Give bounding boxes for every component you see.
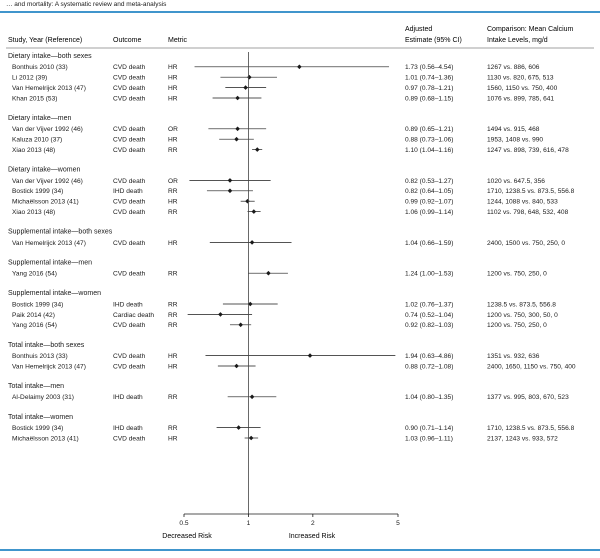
table-row (12, 435, 558, 442)
study-label: Michaëlsson 2013 (41) (12, 198, 79, 206)
metric-label: HR (168, 95, 178, 103)
estimate-label: 0.89 (0.65–1.21) (405, 126, 454, 134)
metric-label: RR (168, 209, 178, 216)
estimate-label: 0.99 (0.92–1.07) (405, 198, 454, 206)
comparison-label: 1200 vs. 750, 250, 0 (487, 270, 547, 278)
estimate-label: 0.89 (0.68–1.15) (405, 95, 454, 103)
study-label: Al-Delaimy 2003 (31) (12, 394, 74, 402)
estimate-label: 1.02 (0.76–1.37) (405, 301, 454, 309)
header-estimate-line1: Adjusted (405, 26, 433, 33)
point-estimate-marker (235, 96, 240, 101)
outcome-label: IHD death (113, 394, 143, 402)
comparison-label: 2400, 1500 vs. 750, 250, 0 (487, 239, 566, 247)
tick-label: 5 (396, 520, 400, 527)
outcome-label: CVD death (113, 177, 146, 185)
study-label: Yang 2016 (54) (12, 270, 57, 278)
table-row (12, 85, 558, 92)
table-row (12, 425, 575, 432)
comparison-label: 1267 vs. 886, 606 (487, 64, 540, 72)
point-estimate-marker (247, 75, 252, 80)
outcome-label: CVD death (113, 322, 146, 330)
group-title: Supplemental intake—both sexes (8, 228, 113, 236)
outcome-label: CVD death (113, 147, 146, 154)
point-estimate-marker (243, 85, 248, 90)
estimate-label: 0.74 (0.52–1.04) (405, 311, 454, 319)
point-estimate-marker (308, 353, 313, 358)
study-label: Bostick 1999 (34) (12, 301, 64, 309)
point-estimate-marker (228, 178, 233, 183)
outcome-label: CVD death (113, 353, 146, 360)
study-label: Bostick 1999 (34) (12, 425, 64, 432)
comparison-label: 1200 vs. 750, 250, 0 (487, 322, 547, 330)
comparison-label: 1351 vs. 932, 636 (487, 353, 540, 360)
outcome-label: CVD death (113, 136, 146, 144)
comparison-label: 2137, 1243 vs. 933, 572 (487, 435, 558, 443)
x-axis (179, 514, 400, 527)
table-row (12, 147, 569, 154)
study-group (8, 53, 558, 102)
metric-label: RR (168, 301, 178, 309)
study-label: Yang 2016 (54) (12, 322, 57, 330)
group-title: Supplemental intake—men (8, 259, 93, 267)
study-label: Van der Vijver 1992 (46) (12, 126, 83, 134)
comparison-label: 1247 vs. 898, 739, 616, 478 (487, 147, 569, 154)
point-estimate-marker (266, 271, 271, 276)
table-row (12, 137, 543, 144)
study-group (8, 290, 558, 329)
table-row (12, 75, 554, 82)
point-estimate-marker (297, 65, 302, 70)
study-label: Khan 2015 (53) (12, 95, 58, 103)
study-label: Van Hemelrijck 2013 (47) (12, 85, 86, 92)
table-row (12, 188, 575, 195)
study-group (8, 342, 576, 371)
study-group (8, 383, 569, 401)
point-estimate-marker (236, 425, 241, 430)
table-row (12, 178, 545, 185)
group-title: Supplemental intake—women (8, 290, 101, 298)
table-row (12, 363, 576, 370)
comparison-label: 1494 vs. 915, 468 (487, 126, 540, 134)
study-label: Xiao 2013 (48) (12, 209, 56, 216)
point-estimate-marker (245, 199, 250, 204)
outcome-label: CVD death (113, 64, 146, 72)
header-outcome: Outcome (113, 37, 142, 44)
tick-label: 1 (246, 520, 251, 527)
outcome-label: Cardiac death (113, 311, 155, 319)
table-row (12, 322, 547, 329)
study-label: Bostick 1999 (34) (12, 188, 64, 196)
estimate-label: 0.88 (0.73–1.06) (405, 136, 454, 144)
header-comparison-line1: Comparison: Mean Calcium (487, 26, 574, 33)
outcome-label: CVD death (113, 270, 146, 278)
metric-label: HR (168, 435, 178, 443)
point-estimate-marker (234, 364, 239, 369)
point-estimate-marker (228, 189, 233, 194)
point-estimate-marker (250, 395, 255, 400)
metric-label: OR (168, 126, 178, 134)
outcome-label: CVD death (113, 126, 146, 134)
outcome-label: IHD death (113, 301, 143, 309)
group-title: Total intake—women (8, 413, 73, 421)
comparison-label: 1953, 1408 vs. 990 (487, 136, 544, 144)
study-label: Kaluza 2010 (37) (12, 136, 63, 144)
metric-label: HR (168, 363, 178, 371)
study-label: Li 2012 (39) (12, 74, 48, 82)
estimate-label: 0.90 (0.71–1.14) (405, 425, 454, 432)
estimate-label: 1.04 (0.80–1.35) (405, 394, 454, 402)
header-metric: Metric (168, 37, 188, 44)
group-title: Dietary intake—both sexes (8, 53, 92, 60)
comparison-label: 1130 vs. 820, 675, 513 (487, 74, 554, 82)
table-row (12, 209, 569, 216)
outcome-label: CVD death (113, 435, 146, 443)
study-label: Paik 2014 (42) (12, 311, 55, 319)
point-estimate-marker (218, 312, 223, 317)
table-row (12, 64, 540, 71)
metric-label: HR (168, 353, 178, 360)
table-row (12, 312, 558, 319)
estimate-label: 1.01 (0.74–1.36) (405, 74, 454, 82)
metric-label: RR (168, 147, 178, 154)
outcome-label: CVD death (113, 85, 146, 92)
estimate-label: 0.88 (0.72–1.08) (405, 363, 454, 371)
group-title: Total intake—both sexes (8, 341, 85, 349)
comparison-label: 1200 vs. 750, 300, 50, 0 (487, 311, 558, 319)
study-group (8, 167, 575, 216)
point-estimate-marker (255, 147, 260, 152)
increased-risk-label: Increased Risk (288, 533, 336, 540)
estimate-label: 1.73 (0.56–4.54) (405, 64, 454, 72)
comparison-label: 1710, 1238.5 vs. 873.5, 556.8 (487, 425, 575, 432)
metric-label: HR (168, 136, 178, 144)
study-group (8, 115, 569, 154)
point-estimate-marker (252, 209, 257, 214)
estimate-label: 1.03 (0.96–1.11) (405, 435, 453, 443)
study-group (8, 259, 547, 277)
figure-caption: … and mortality: A systematic review and meta-analysis (6, 1, 167, 8)
comparison-label: 1377 vs. 995, 803, 670, 523 (487, 394, 569, 402)
comparison-label: 1238.5 vs. 873.5, 556.8 (487, 301, 556, 309)
metric-label: HR (168, 64, 178, 72)
outcome-label: CVD death (113, 363, 146, 371)
study-label: Van Hemelrijck 2013 (47) (12, 363, 86, 371)
comparison-label: 1076 vs. 899, 785, 641 (487, 95, 555, 103)
study-label: Van der Vijver 1992 (46) (12, 177, 83, 185)
estimate-label: 1.24 (1.00–1.53) (405, 270, 454, 278)
metric-label: RR (168, 188, 178, 196)
header-estimate-line2: Estimate (95% CI) (405, 37, 462, 44)
point-estimate-marker (234, 137, 239, 142)
outcome-label: CVD death (113, 198, 146, 206)
header-study: Study, Year (Reference) (8, 37, 83, 44)
study-group (8, 414, 575, 443)
estimate-label: 1.04 (0.66–1.59) (405, 239, 454, 247)
tick-label: 2 (311, 520, 315, 527)
outcome-label: CVD death (113, 209, 146, 216)
study-label: Bonthuis 2013 (33) (12, 353, 68, 360)
comparison-label: 1102 vs. 798, 648, 532, 408 (487, 209, 569, 216)
tick-label: 0.5 (179, 520, 189, 527)
comparison-label: 1244, 1088 vs. 840, 533 (487, 198, 558, 206)
comparison-label: 1560, 1150 vs. 750, 400 (487, 85, 558, 92)
point-estimate-marker (249, 436, 254, 441)
table-row (12, 199, 558, 206)
outcome-label: CVD death (113, 95, 146, 103)
metric-label: RR (168, 311, 178, 319)
estimate-label: 1.94 (0.63–4.86) (405, 353, 454, 360)
group-title: Dietary intake—men (8, 115, 72, 122)
estimate-label: 0.92 (0.82–1.03) (405, 322, 454, 330)
group-title: Dietary intake—women (8, 166, 81, 174)
comparison-label: 2400, 1650, 1150 vs. 750, 400 (487, 363, 576, 371)
estimate-label: 1.06 (0.99–1.14) (405, 209, 454, 216)
study-label: Bonthuis 2010 (33) (12, 64, 68, 72)
column-headers (8, 26, 574, 44)
comparison-label: 1710, 1238.5 vs. 873.5, 556.8 (487, 188, 575, 196)
metric-label: RR (168, 270, 178, 278)
decreased-risk-label: Decreased Risk (162, 533, 212, 540)
outcome-label: CVD death (113, 239, 146, 247)
outcome-label: IHD death (113, 188, 143, 196)
point-estimate-marker (235, 127, 240, 132)
table-row (12, 240, 565, 247)
estimate-label: 0.82 (0.53–1.27) (405, 177, 454, 185)
metric-label: RR (168, 394, 178, 402)
table-row (12, 353, 540, 360)
outcome-label: CVD death (113, 74, 146, 82)
estimate-label: 1.10 (1.04–1.16) (405, 147, 454, 154)
study-label: Michaëlsson 2013 (41) (12, 435, 79, 443)
metric-label: RR (168, 425, 178, 432)
estimate-label: 0.97 (0.78–1.21) (405, 85, 454, 92)
study-label: Van Hemelrijck 2013 (47) (12, 239, 86, 247)
metric-label: OR (168, 177, 178, 185)
header-comparison-line2: Intake Levels, mg/d (487, 37, 548, 44)
table-row (12, 394, 569, 401)
point-estimate-marker (250, 240, 255, 245)
comparison-label: 1020 vs. 647.5, 356 (487, 177, 545, 185)
estimate-label: 0.82 (0.64–1.05) (405, 188, 454, 196)
group-title: Total intake—men (8, 383, 65, 390)
metric-label: HR (168, 74, 178, 82)
table-row (12, 126, 540, 133)
table-row (12, 301, 556, 308)
metric-label: HR (168, 85, 178, 92)
metric-label: RR (168, 322, 178, 330)
metric-label: HR (168, 239, 178, 247)
point-estimate-marker (238, 323, 243, 328)
study-label: Xiao 2013 (48) (12, 147, 56, 154)
table-row (12, 271, 547, 278)
metric-label: HR (168, 198, 178, 206)
forest-body (8, 52, 576, 514)
table-row (12, 95, 554, 102)
outcome-label: IHD death (113, 425, 143, 432)
study-group (8, 229, 565, 247)
